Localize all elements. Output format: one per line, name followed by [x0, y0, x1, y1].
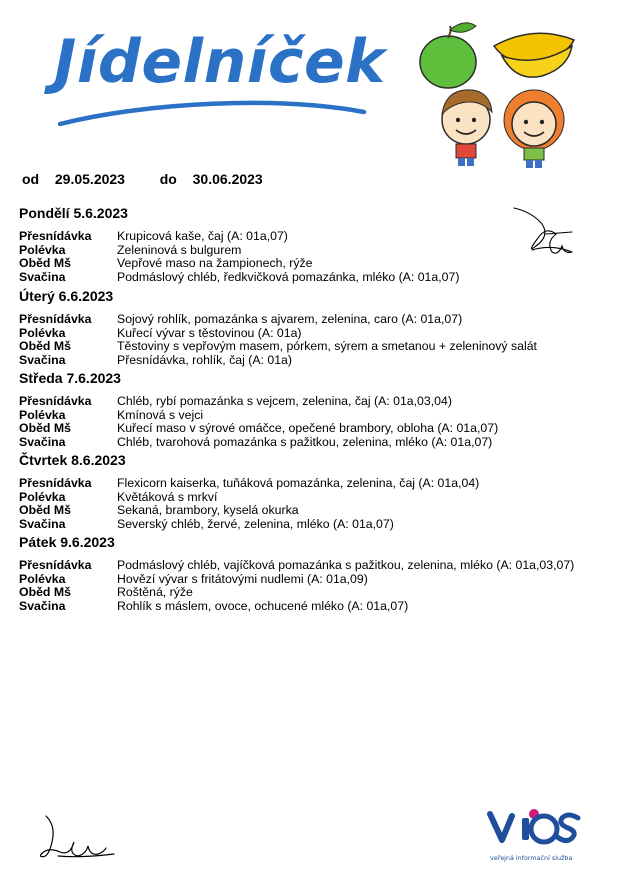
- date-from-label: od: [22, 171, 40, 187]
- meal-row-lunch: [19, 586, 609, 600]
- meal-label: Oběd Mš: [19, 339, 71, 354]
- meal-row-snack: [19, 600, 609, 614]
- meal-value: Flexicorn kaiserka, tuňáková pomazánka, zelenina, čaj (A: 01a,04): [117, 476, 480, 490]
- meal-value: Podmáslový chléb, ředkvičková pomazánka, mléko (A: 01a,07): [117, 269, 460, 284]
- meal-value: Zeleninová s bulgurem: [117, 242, 242, 257]
- meal-row-lunch: [19, 422, 609, 436]
- meal-value: Severský chléb, žervé, zelenina, mléko (A: 01a,07): [117, 516, 394, 531]
- meal-row-breakfast: [19, 230, 609, 244]
- meal-value: Sojový rohlík, pomazánka s ajvarem, zelenina, caro (A: 01a,07): [117, 312, 463, 326]
- meal-label: Svačina: [19, 516, 66, 531]
- vis-logo-mark: [486, 800, 590, 852]
- meal-label: Přesnídávka: [19, 394, 92, 408]
- meal-label: Přesnídávka: [19, 312, 92, 326]
- meal-label: Svačina: [19, 598, 66, 613]
- meal-label: Polévka: [19, 407, 66, 422]
- meal-row-breakfast: [19, 477, 609, 491]
- meal-label: Oběd Mš: [19, 256, 71, 271]
- day-thursday: [19, 451, 609, 531]
- signature-bottom-left: [40, 812, 120, 866]
- meal-row-breakfast: [19, 313, 609, 327]
- meal-value: Krupicová kaše, čaj (A: 01a,07): [117, 229, 288, 243]
- banana-icon: [494, 33, 574, 77]
- children-with-fruit-illustration: [412, 16, 588, 176]
- day-heading: Pondělí 5.6.2023: [19, 205, 128, 221]
- day-heading: Úterý 6.6.2023: [19, 288, 114, 304]
- date-range: [22, 171, 263, 187]
- meal-label: Polévka: [19, 571, 66, 586]
- day-heading: Pátek 9.6.2023: [19, 534, 115, 550]
- meal-label: Svačina: [19, 434, 66, 449]
- meal-value: Vepřové maso na žampionech, rýže: [117, 256, 313, 271]
- meal-row-lunch: [19, 340, 609, 354]
- meal-value: Rohlík s máslem, ovoce, ochucené mléko (A: 01a,07): [117, 598, 409, 613]
- meal-label: Svačina: [19, 269, 66, 284]
- day-tuesday: [19, 287, 609, 367]
- title-swoosh: [58, 98, 368, 130]
- meal-label: Přesnídávka: [19, 558, 92, 572]
- meal-value: Podmáslový chléb, vajíčková pomazánka s pažitkou, zelenina, mléko (A: 01a,03,07): [117, 558, 575, 572]
- day-heading: Čtvrtek 8.6.2023: [19, 452, 126, 468]
- boy-icon: [442, 90, 492, 166]
- meal-label: Oběd Mš: [19, 585, 71, 600]
- meal-row-breakfast: [19, 395, 609, 409]
- meal-row-snack: [19, 271, 609, 285]
- meal-value: Roštěná, rýže: [117, 585, 193, 600]
- day-heading: Středa 7.6.2023: [19, 370, 121, 386]
- vis-logo: [486, 800, 590, 864]
- meal-row-soup: [19, 573, 609, 587]
- meal-row-snack: [19, 518, 609, 532]
- meal-label: Oběd Mš: [19, 503, 71, 518]
- apple-icon: [420, 23, 476, 88]
- meal-value: Těstoviny s vepřovým masem, pórkem, sýrem a smetanou + zeleninový salát: [117, 339, 537, 354]
- meal-row-soup: [19, 327, 609, 341]
- meal-row-lunch: [19, 504, 609, 518]
- day-wednesday: [19, 369, 609, 449]
- date-to: 30.06.2023: [192, 171, 263, 187]
- vis-logo-subtitle: veřejná informační služba: [490, 854, 573, 862]
- day-monday: [19, 204, 609, 284]
- meal-value: Přesnídávka, rohlík, čaj (A: 01a): [117, 352, 292, 367]
- day-friday: [19, 533, 609, 613]
- meal-label: Přesnídávka: [19, 476, 92, 490]
- girl-icon: [504, 90, 564, 168]
- meal-label: Polévka: [19, 325, 66, 340]
- date-to-label: do: [159, 171, 177, 187]
- meal-value: Hovězí vývar s fritátovými nudlemi (A: 01a,09): [117, 571, 368, 586]
- date-from: 29.05.2023: [54, 171, 125, 187]
- meal-value: Kuřecí vývar s těstovinou (A: 01a): [117, 325, 302, 340]
- meal-label: Polévka: [19, 489, 66, 504]
- meal-row-snack: [19, 354, 609, 368]
- meal-value: Květáková s mrkví: [117, 489, 218, 504]
- meal-row-soup: [19, 491, 609, 505]
- meal-label: Oběd Mš: [19, 421, 71, 436]
- meal-value: Chléb, rybí pomazánka s vejcem, zelenina, čaj (A: 01a,03,04): [117, 394, 452, 408]
- meal-row-soup: [19, 244, 609, 258]
- meal-row-lunch: [19, 257, 609, 271]
- meal-value: Chléb, tvarohová pomazánka s pažitkou, zelenina, mléko (A: 01a,07): [117, 434, 493, 449]
- meal-row-snack: [19, 436, 609, 450]
- meal-row-breakfast: [19, 559, 609, 573]
- meal-label: Přesnídávka: [19, 229, 92, 243]
- meal-label: Svačina: [19, 352, 66, 367]
- meal-row-soup: [19, 409, 609, 423]
- meal-value: Kmínová s vejci: [117, 407, 204, 422]
- meal-value: Sekaná, brambory, kyselá okurka: [117, 503, 299, 518]
- meal-label: Polévka: [19, 242, 66, 257]
- page-title: Jídelníček: [54, 27, 386, 97]
- meal-value: Kuřecí maso v sýrové omáčce, opečené brambory, obloha (A: 01a,07): [117, 421, 499, 436]
